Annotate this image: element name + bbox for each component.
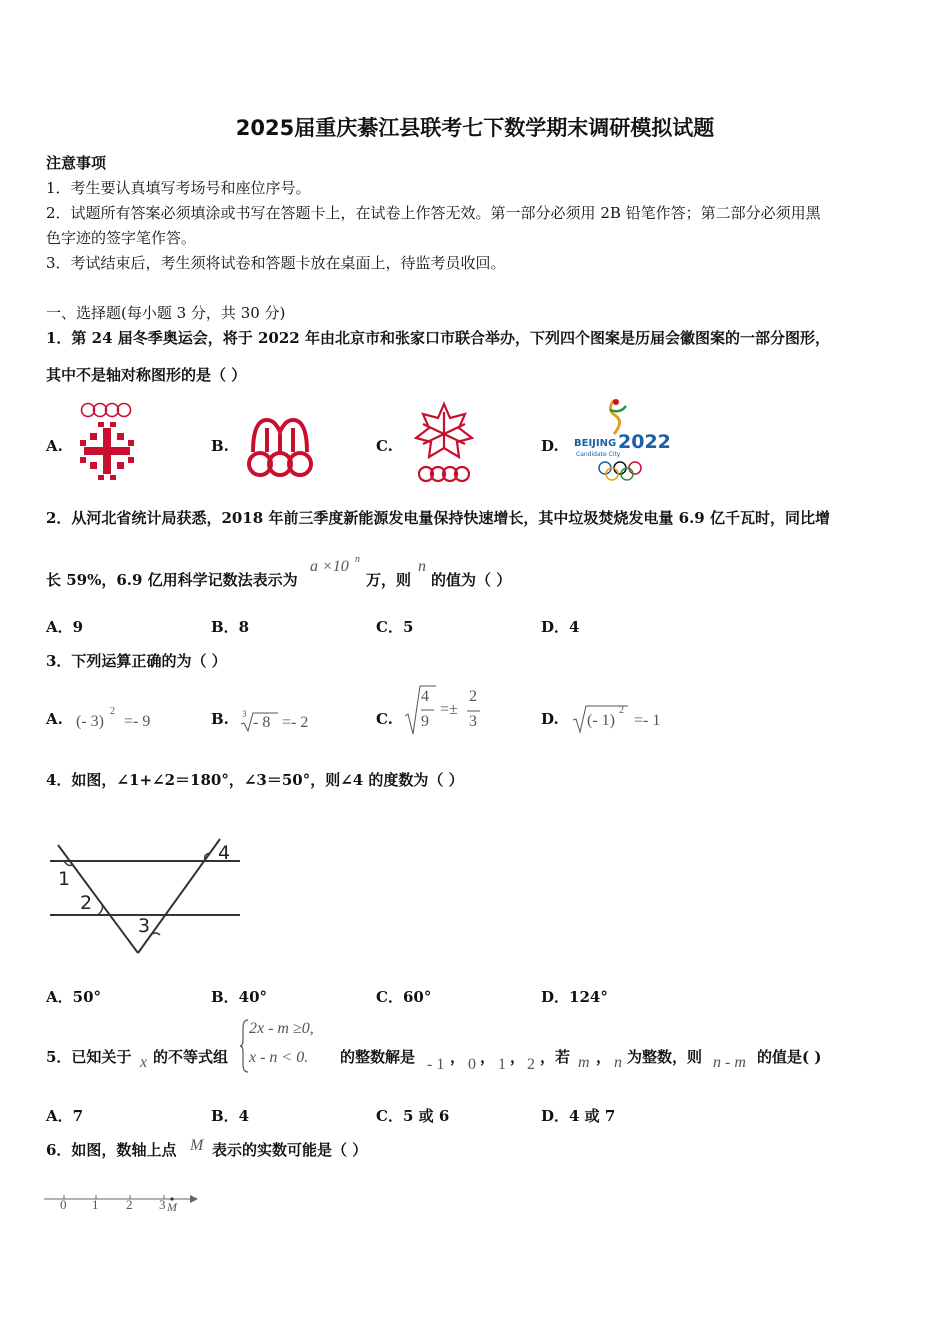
logo-b-montreal-icon xyxy=(243,412,317,486)
logo-d-year: 2022 xyxy=(618,431,671,453)
q3-a-sup: 2 xyxy=(110,706,115,717)
q2-expr-sup: n xyxy=(355,554,360,565)
q5-expr-nm: n - m xyxy=(713,1054,746,1071)
q3-a-rhs: =- 9 xyxy=(124,713,151,730)
page-title: 2025届重庆綦江县联考七下数学期末调研模拟试题 xyxy=(235,116,715,140)
q5-option-c[interactable]: C．5 或 6 xyxy=(376,1107,450,1125)
q3-c-num: 4 xyxy=(421,688,429,705)
q3-c-pm: =± xyxy=(440,701,458,718)
q2-stem-2b: 万，则 xyxy=(366,571,412,589)
q5-val-4: 2 xyxy=(527,1056,535,1073)
q6-tick-2: 2 xyxy=(126,1197,133,1212)
q2-option-d[interactable]: D．4 xyxy=(541,618,580,636)
q2-stem-2a: 长 59%，6.9 亿用科学记数法表示为 xyxy=(46,571,298,589)
q4-angle-label-3: 3 xyxy=(138,915,151,937)
q1-option-b[interactable]: B. xyxy=(211,437,229,455)
logo-a-snowflake-icon xyxy=(76,400,138,482)
q5-val-3: 1 xyxy=(498,1056,506,1073)
q5-stem-pre: 5．已知关于 xyxy=(46,1048,132,1066)
logo-d-rings-icon xyxy=(596,460,646,482)
q4-angle-label-4: 4 xyxy=(218,842,231,864)
q2-option-c[interactable]: C．5 xyxy=(376,618,414,636)
q2-var-n: n xyxy=(418,558,426,575)
q5-stem-mid: 的不等式组 xyxy=(153,1048,229,1066)
q5-stem-int: 为整数，则 xyxy=(627,1048,703,1066)
logo-d-beijing xyxy=(574,398,671,486)
notice-item-2: 2．试题所有答案必须填涂或书写在答题卡上，在试卷上作答无效。第一部分必须用 2B 铅笔作答；第二部分必须用黑 xyxy=(46,204,821,222)
q5-system-2: x - n < 0. xyxy=(249,1049,309,1066)
notice-heading: 注意事项 xyxy=(46,154,107,172)
q3-a-expr: (- 3) xyxy=(76,713,104,730)
q3-c-fraction-bar xyxy=(467,710,481,712)
q1-option-a[interactable]: A. xyxy=(46,437,63,455)
q5-stem-sol: 的整数解是 xyxy=(340,1048,416,1066)
q5-var-n: n xyxy=(614,1054,622,1071)
q5-stem-tail: 的值是( ) xyxy=(757,1048,822,1066)
q6-tick-0: 0 xyxy=(60,1197,67,1212)
q5-comma-4: ， xyxy=(596,1048,612,1066)
notice-item-3: 3．考试结束后，考生须将试卷和答题卡放在桌面上，待监考员收回。 xyxy=(46,254,506,272)
q3-option-d[interactable]: D. xyxy=(541,710,559,728)
q3-c-den2: 3 xyxy=(469,713,477,730)
q2-option-b[interactable]: B．8 xyxy=(211,618,250,636)
q5-option-d[interactable]: D．4 或 7 xyxy=(541,1107,616,1125)
q3-c-den: 9 xyxy=(421,713,429,730)
q3-d-sup: 2 xyxy=(619,705,624,716)
q3-b-rhs: =- 2 xyxy=(282,714,309,731)
q6-tick-1: 1 xyxy=(92,1197,99,1212)
q4-stem: 4．如图，∠1+∠2＝180°，∠3＝50°，则∠4 的度数为（ ） xyxy=(46,771,464,789)
q6-stem-post: 表示的实数可能是（ ） xyxy=(212,1141,368,1159)
q3-b-index: 3 xyxy=(242,709,247,719)
q5-comma-3: ， xyxy=(510,1048,526,1066)
q4-angle-label-1: 1 xyxy=(58,868,71,890)
q3-c-num2: 2 xyxy=(469,688,477,705)
q5-stem-ruo: ，若 xyxy=(540,1048,571,1066)
logo-d-text: BEIJING xyxy=(574,438,617,449)
q2-option-a[interactable]: A．9 xyxy=(46,618,84,636)
notice-item-1: 1．考生要认真填写考场号和座位序号。 xyxy=(46,179,311,197)
q3-option-b[interactable]: B. xyxy=(211,710,229,728)
q6-point-m: M xyxy=(167,1200,177,1214)
q6-number-line xyxy=(44,1193,204,1207)
q4-angle-label-2: 2 xyxy=(80,892,93,914)
q2-stem-2c: 的值为（ ） xyxy=(431,571,512,589)
q5-comma-1: ， xyxy=(450,1048,466,1066)
q1-option-d[interactable]: D. xyxy=(541,437,559,455)
q5-var-m: m xyxy=(578,1054,590,1071)
q3-b-radicand: - 8 xyxy=(253,714,271,731)
q3-d-radicand: (- 1) xyxy=(587,712,615,729)
notice-item-2-cont: 色字迹的签字笔作答。 xyxy=(46,229,197,247)
q1-option-c[interactable]: C. xyxy=(376,437,393,455)
q5-comma-2: ， xyxy=(480,1048,496,1066)
q6-tick-3: 3 xyxy=(159,1197,166,1212)
q6-var-m: M xyxy=(190,1137,204,1154)
logo-d-sub: Candidate City xyxy=(576,451,621,458)
logo-c-calgary-icon xyxy=(409,400,479,486)
q5-var-x: x xyxy=(140,1054,148,1071)
q3-option-a[interactable]: A. xyxy=(46,710,63,728)
q3-stem: 3．下列运算正确的为（ ） xyxy=(46,652,227,670)
q5-system-1: 2x - m ≥0, xyxy=(249,1020,314,1037)
section-heading: 一、选择题(每小题 3 分，共 30 分) xyxy=(46,304,286,322)
q5-option-a[interactable]: A．7 xyxy=(46,1107,84,1125)
q4-option-c[interactable]: C．60° xyxy=(376,988,432,1006)
q1-stem-1: 1．第 24 届冬季奥运会，将于 2022 年由北京市和张家口市联合举办，下列四个图案是历届会徽图案的一部分图形， xyxy=(46,329,830,347)
q5-option-b[interactable]: B．4 xyxy=(211,1107,250,1125)
q6-stem-pre: 6．如图，数轴上点 xyxy=(46,1141,177,1159)
q5-val-2: 0 xyxy=(468,1056,476,1073)
q2-expr: a ×10 xyxy=(310,558,349,575)
q4-option-a[interactable]: A．50° xyxy=(46,988,102,1006)
q5-val-1: - 1 xyxy=(427,1056,445,1073)
q2-stem-1: 2．从河北省统计局获悉，2018 年前三季度新能源发电量保持快速增长，其中垃圾焚烧发电量 6.9 亿千瓦时，同比增 xyxy=(46,509,830,527)
q3-d-rhs: =- 1 xyxy=(634,712,661,729)
q4-option-b[interactable]: B．40° xyxy=(211,988,268,1006)
q3-option-c[interactable]: C. xyxy=(376,710,393,728)
q4-option-d[interactable]: D．124° xyxy=(541,988,608,1006)
q1-stem-2: 其中不是轴对称图形的是（ ） xyxy=(46,366,247,384)
